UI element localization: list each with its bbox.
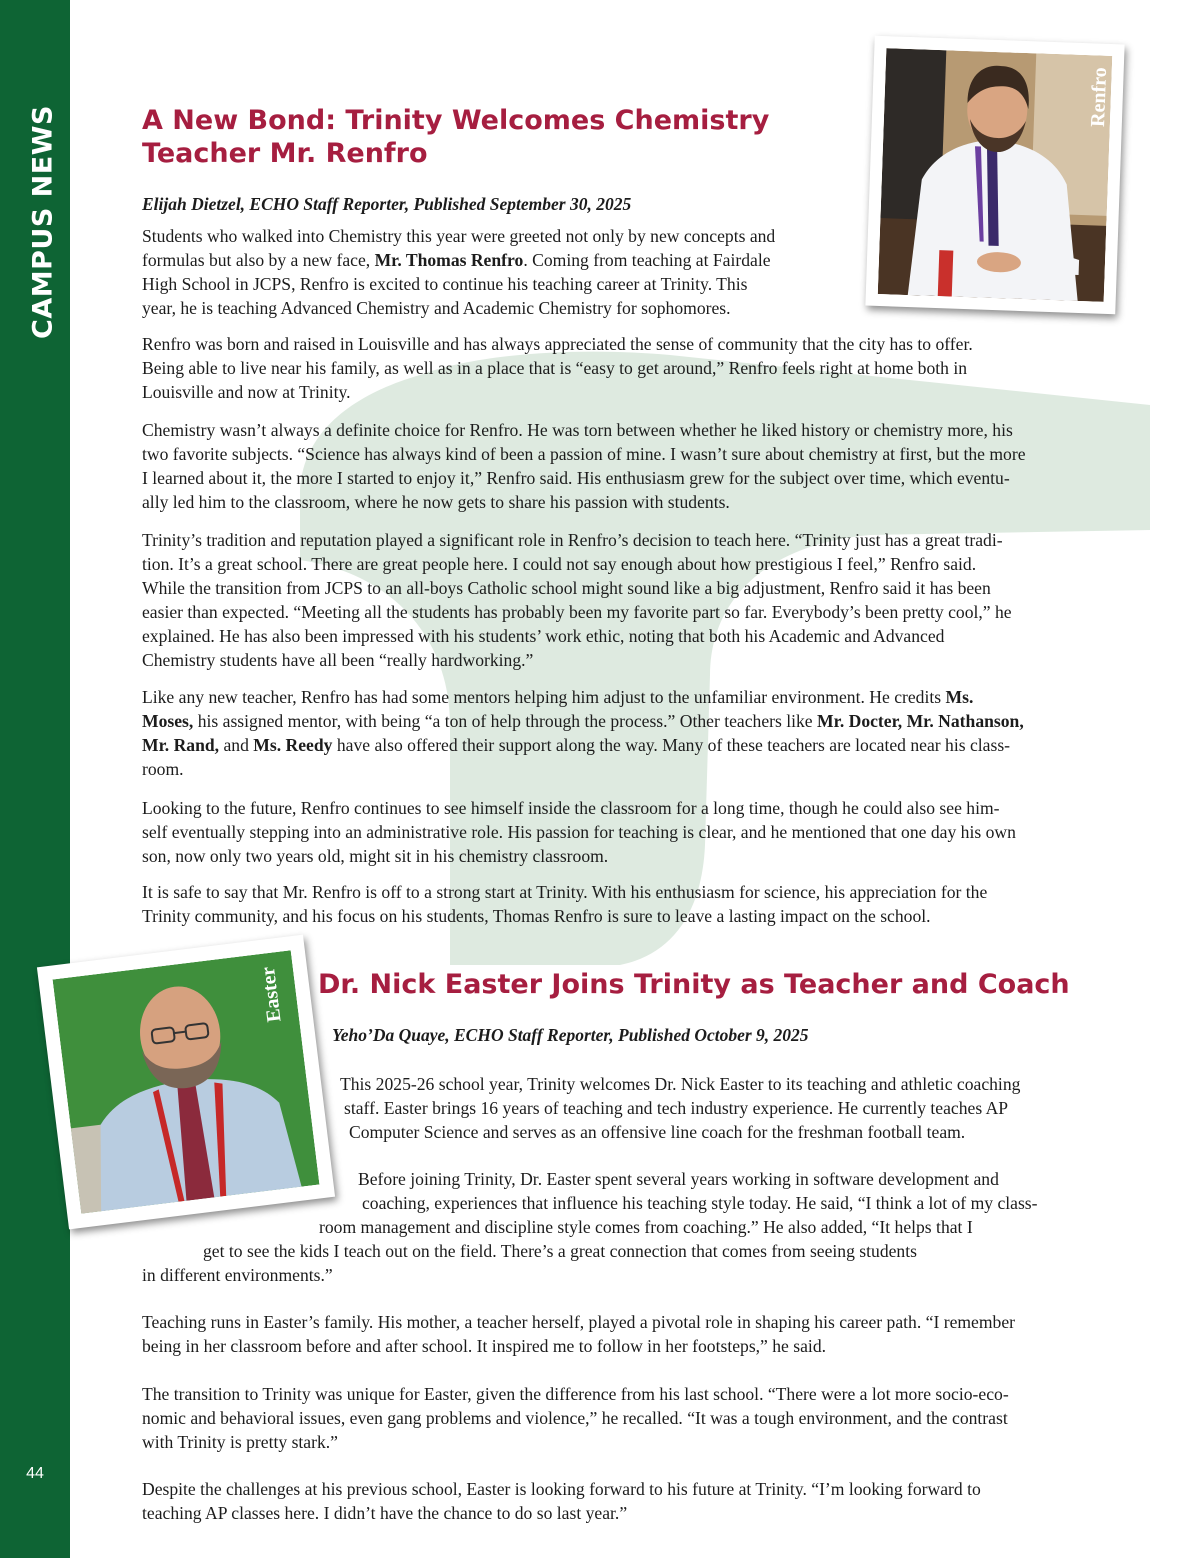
bold-name: Ms. Reedy: [253, 735, 333, 755]
text-line: Before joining Trinity, Dr. Easter spent several years working in software development and: [358, 1169, 999, 1189]
section-label: CAMPUS NEWS: [27, 105, 59, 339]
text-line: Chemistry wasn’t always a definite choice for Renfro. He was torn between whether he liked history or chemistry more, his: [142, 420, 1013, 440]
renfro-photo: [878, 48, 1112, 302]
article2-paragraph-4: [142, 1382, 1142, 1454]
article1-headline-line2: Teacher Mr. Renfro: [142, 138, 428, 169]
article1-paragraph-2: [142, 332, 1142, 404]
article1-byline: Elijah Dietzel, ECHO Staff Reporter, Published September 30, 2025: [142, 194, 632, 214]
text-line: High School in JCPS, Renfro is excited to continue his teaching career at Trinity. This: [142, 274, 748, 294]
text-line: The transition to Trinity was unique for Easter, given the difference from his last school. “There were a lot more socio-eco-: [142, 1384, 1009, 1404]
text-line: coaching, experiences that influence his teaching style today. He said, “I think a lot of my class-: [362, 1193, 1038, 1213]
text-line: Renfro was born and raised in Louisville and has always appreciated the sense of community that the city has to offer.: [142, 334, 973, 354]
bold-name: Mr. Rand,: [142, 735, 220, 755]
text-line: room management and discipline style comes from coaching.” He also added, “It helps that I: [319, 1217, 973, 1237]
article2-headline: Dr. Nick Easter Joins Trinity as Teacher and Coach: [318, 969, 1070, 1000]
text-line: self eventually stepping into an administrative role. His passion for teaching is clear, and he mentioned that one day his own: [142, 822, 1016, 842]
page-number: 44: [26, 1465, 44, 1482]
text-line: Moses, his assigned mentor, with being “a ton of help through the process.” Other teachers like Mr. Docter, Mr. Nathanson,: [142, 711, 1024, 731]
text-line: room.: [142, 759, 184, 779]
easter-photo: [53, 950, 320, 1213]
easter-photo-frame: [37, 935, 335, 1230]
text-line: nomic and behavioral issues, even gang problems and violence,” he recalled. “It was a tough environment, and the contrast: [142, 1408, 1008, 1428]
article1-paragraph-3: [142, 418, 1142, 514]
text-line: in different environments.”: [142, 1265, 333, 1285]
text-line: easier than expected. “Meeting all the students has probably been my favorite part so far. Everybody’s been pretty cool,” he: [142, 602, 1012, 622]
text-line: two favorite subjects. “Science has always kind of been a passion of mine. I wasn’t sure about chemistry at first, but the more: [142, 444, 1026, 464]
article2-paragraph-5: [142, 1477, 1142, 1525]
article2-paragraph-3: [142, 1310, 1142, 1358]
article1-paragraph-5: [142, 685, 1142, 781]
text-line: formulas but also by a new face, Mr. Thomas Renfro. Coming from teaching at Fairdale: [142, 250, 771, 270]
bold-name: Mr. Thomas Renfro: [374, 250, 524, 270]
text-line: explained. He has also been impressed with his students’ work ethic, noting that both his Academic and Advanced: [142, 626, 945, 646]
section-sidebar: [0, 0, 70, 1558]
bold-name: Moses,: [142, 711, 194, 731]
text-line: Chemistry students have all been “really hardworking.”: [142, 650, 534, 670]
article1-paragraph-4: [142, 528, 1142, 672]
text-line: Being able to live near his family, as well as in a place that is “easy to get around,” Renfro feels right at home both in: [142, 358, 968, 378]
article2-byline: Yeho’Da Quaye, ECHO Staff Reporter, Published October 9, 2025: [332, 1025, 809, 1045]
text-line: being in her classroom before and after school. It inspired me to follow in her footsteps,” he said.: [142, 1336, 827, 1356]
text-line: Like any new teacher, Renfro has had some mentors helping him adjust to the unfamiliar environment. He credits Ms.: [142, 687, 974, 707]
easter-photo-caption: Easter: [256, 965, 286, 1024]
text-line: While the transition from JCPS to an all-boys Catholic school might sound like a big adjustment, Renfro said it has been: [142, 578, 991, 598]
article1-paragraph-6: [142, 796, 1142, 868]
article1-headline: [142, 104, 862, 170]
text-line: Students who walked into Chemistry this year were greeted not only by new concepts and: [142, 226, 776, 246]
text-line: I learned about it, the more I started to enjoy it,” Renfro said. His enthusiasm grew for the subject over time, which eventu-: [142, 468, 1010, 488]
text-line: Louisville and now at Trinity.: [142, 382, 351, 402]
text-line: Mr. Rand, and Ms. Reedy have also offered their support along the way. Many of these teachers are located near his class-: [142, 735, 1011, 755]
text-line: tion. It’s a great school. There are great people here. I could not say enough about how prestigious I feel,” Renfro said.: [142, 554, 977, 574]
text-line: ally led him to the classroom, where he now gets to share his passion with students.: [142, 492, 730, 512]
bold-name: Mr. Docter, Mr. Nathanson,: [817, 711, 1024, 731]
text-line: Teaching runs in Easter’s family. His mother, a teacher herself, played a pivotal role in shaping his career path. “I remember: [142, 1312, 1016, 1332]
text-line: staff. Easter brings 16 years of teaching and tech industry experience. He currently teaches AP: [344, 1098, 1009, 1118]
text-line: It is safe to say that Mr. Renfro is off to a strong start at Trinity. With his enthusiasm for science, his appreciation for the: [142, 882, 988, 902]
text-line: son, now only two years old, might sit in his chemistry classroom.: [142, 846, 609, 866]
article1-paragraph-1: [142, 224, 862, 320]
text-line: This 2025-26 school year, Trinity welcomes Dr. Nick Easter to its teaching and athletic coaching: [340, 1074, 1021, 1094]
text-line: Trinity community, and his focus on his students, Thomas Renfro is sure to leave a lasting impact on the school.: [142, 906, 931, 926]
text-line: teaching AP classes here. I didn’t have the chance to do so last year.”: [142, 1503, 628, 1523]
article1-paragraph-7: [142, 880, 1142, 928]
text-line: with Trinity is pretty stark.”: [142, 1432, 338, 1452]
text-line: Looking to the future, Renfro continues to see himself inside the classroom for a long time, though he could also see him-: [142, 798, 1000, 818]
text-line: Computer Science and serves as an offensive line coach for the freshman football team.: [349, 1122, 966, 1142]
renfro-photo-frame: [865, 36, 1124, 315]
renfro-photo-caption: Renfro: [1087, 66, 1112, 128]
bold-name: Ms.: [945, 687, 974, 707]
text-line: year, he is teaching Advanced Chemistry and Academic Chemistry for sophomores.: [142, 298, 731, 318]
article1-headline-line1: A New Bond: Trinity Welcomes Chemistry: [142, 105, 770, 136]
text-line: Trinity’s tradition and reputation played a significant role in Renfro’s decision to teach here. “Trinity just has a great tradi-: [142, 530, 1003, 550]
text-line: Despite the challenges at his previous school, Easter is looking forward to his future at Trinity. “I’m looking forward to: [142, 1479, 981, 1499]
text-line: get to see the kids I teach out on the field. There’s a great connection that comes from seeing students: [203, 1241, 917, 1261]
